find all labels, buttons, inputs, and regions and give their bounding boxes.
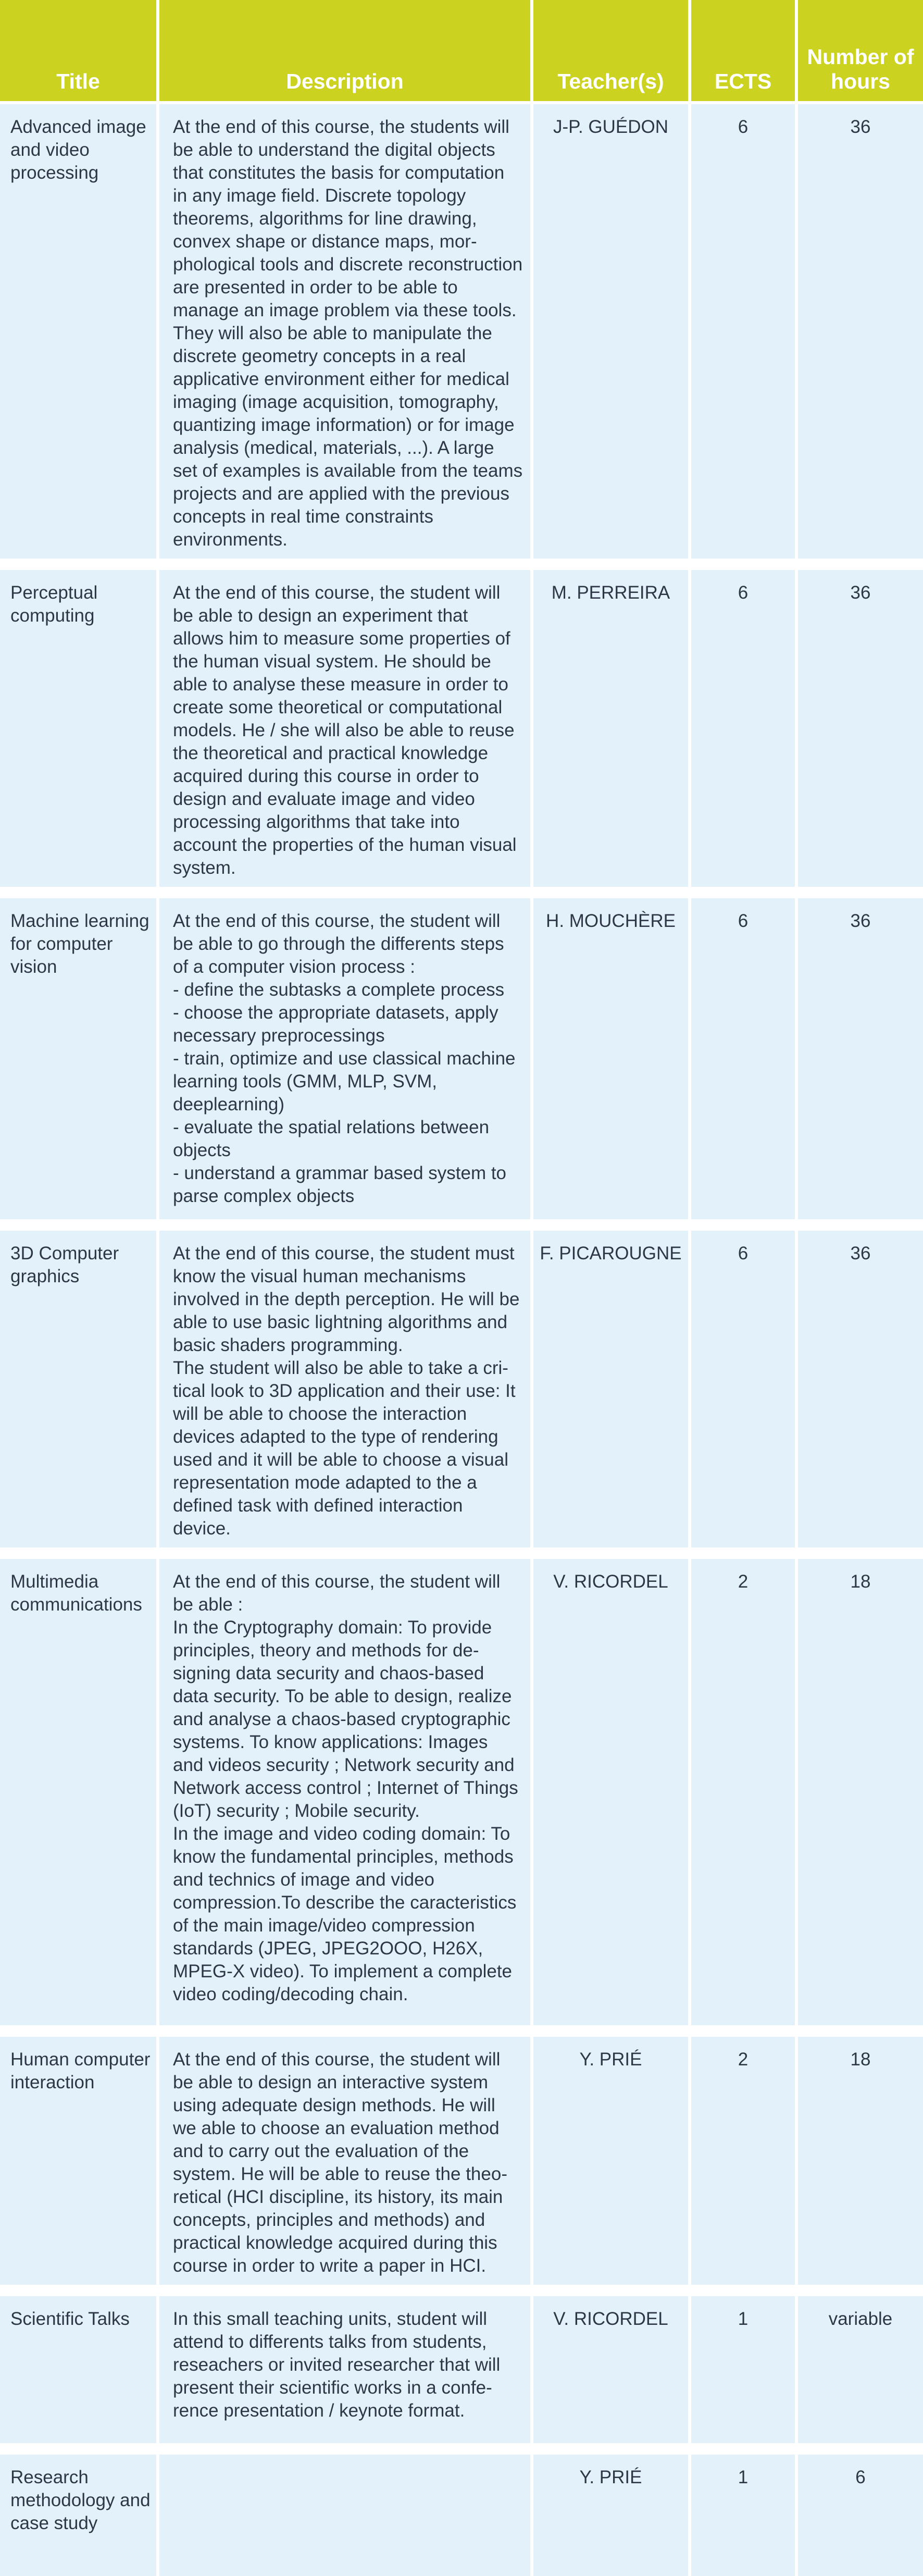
header-hours: Number of hours: [798, 0, 923, 101]
course-description: In this small teaching units, student will attend to differents talks from students, reseachers or invited researcher that will present their scientific works in a conference presentation / keynote format.: [159, 2285, 533, 2443]
course-hours: 18: [798, 1547, 923, 2025]
course-teacher: H. MOUCHÈRE: [533, 887, 691, 1219]
description-line: - define the subtasks a complete process: [173, 980, 505, 1000]
table-body: [0, 101, 923, 2576]
header-ects: ECTS: [691, 0, 798, 101]
course-description: [159, 887, 533, 1219]
course-teacher: Y. PRIÉ: [533, 2025, 691, 2285]
course-hours: 36: [798, 559, 923, 887]
course-description: At the end of this course, the student will be able to design an experiment that allows him to measure some properties of the human visual system. He should be able to analyse these measure in order to create some theoretical or computational models. He / she will also be able to reuse the theoretical and practical knowledge acquired during this course in order to design and evaluate image and video processing algorithms that take into account the properties of the human visual system.: [159, 559, 533, 887]
course-description: [159, 1219, 533, 1547]
description-line: - train, optimize and use classical machine learning tools (GMM, MLP, SVM, deeplearning): [173, 1048, 516, 1114]
description-line: At the end of this course, the student will be able :: [173, 1571, 501, 1615]
course-ects: 6: [691, 101, 798, 559]
course-teacher: Y. PRIÉ: [533, 2443, 691, 2576]
course-hours: variable: [798, 2285, 923, 2443]
description-line: - choose the appropriate datasets, apply necessary preprocessings: [173, 1002, 498, 1046]
course-title: Research methodology and case study: [0, 2443, 159, 2576]
table-row: [0, 2285, 923, 2443]
course-description: [159, 2443, 533, 2576]
course-ects: 2: [691, 2025, 798, 2285]
course-hours: 6: [798, 2443, 923, 2576]
header-description: Description: [159, 0, 533, 101]
course-title: Human computer interaction: [0, 2025, 159, 2285]
course-hours: 36: [798, 887, 923, 1219]
course-ects: 1: [691, 2443, 798, 2576]
header-title: Title: [0, 0, 159, 101]
description-line: In the Cryptography domain: To provide principles, theory and methods for designing data security and chaos-based data security. To be able to design, realize and analyse a chaos-based cryptographic systems. To know applications: Images and videos security ; Network security and Network access control ; Internet of Things (IoT) security ; Mobile security.: [173, 1617, 518, 1821]
course-teacher: F. PICAROUGNE: [533, 1219, 691, 1547]
table-row: [0, 2025, 923, 2285]
table-row: [0, 1219, 923, 1547]
description-line: In the image and video coding domain: To know the fundamental principles, methods and technics of image and video compression.To describe the caracteristics of the main image/video compression standards (JPEG, JPEG2OOO, H26X, MPEG-X video). To implement a complete video coding/decoding chain.: [173, 1824, 517, 2004]
table-row: [0, 101, 923, 559]
course-hours: 36: [798, 101, 923, 559]
table-row: [0, 887, 923, 1219]
table-header: [0, 0, 923, 101]
table-row: [0, 559, 923, 887]
course-ects: 2: [691, 1547, 798, 2025]
course-title: Perceptual computing: [0, 559, 159, 887]
description-line: - evaluate the spatial relations between objects: [173, 1117, 490, 1160]
course-title: Advanced image and video processing: [0, 101, 159, 559]
course-title: 3D Computer graphics: [0, 1219, 159, 1547]
course-teacher: V. RICORDEL: [533, 2285, 691, 2443]
course-title: Multimedia communications: [0, 1547, 159, 2025]
description-line: The student will also be able to take a critical look to 3D application and their use: It will be able to choose the interaction devices adapted to the type of rendering used and it will be able to choose a visual representation mode adapted to the a defined task with defined interaction device.: [173, 1358, 516, 1539]
description-line: At the end of this course, the student must know the visual human mechanisms involved in the depth perception. He will be able to use basic lightning algorithms and basic shaders programming.: [173, 1243, 520, 1355]
course-hours: 18: [798, 2025, 923, 2285]
table-row: [0, 2443, 923, 2576]
header-teachers: Teacher(s): [533, 0, 691, 101]
course-teacher: J-P. GUÉDON: [533, 101, 691, 559]
course-teacher: M. PERREIRA: [533, 559, 691, 887]
course-teacher: V. RICORDEL: [533, 1547, 691, 2025]
course-ects: 1: [691, 2285, 798, 2443]
course-ects: 6: [691, 559, 798, 887]
description-line: - understand a grammar based system to parse complex objects: [173, 1163, 507, 1206]
course-description: At the end of this course, the students will be able to understand the digital objects that constitutes the basis for computation in any image field. Discrete topology theorems, algorithms for line drawing, convex shape or distance maps, morphological tools and discrete reconstruction are presented in order to be able to manage an image problem via these tools. They will also be able to manipulate the discrete geometry concepts in a real applicative environment either for medical imaging (image acquisition, tomography, quantizing image information) or for image analysis (medical, materials, ...). A large set of examples is available from the teams projects and are applied with the previous concepts in real time constraints environments.: [159, 101, 533, 559]
course-ects: 6: [691, 1219, 798, 1547]
course-description: At the end of this course, the student will be able to design an interactive system using adequate design methods. He will we able to choose an evaluation method and to carry out the evaluation of the system. He will be able to reuse the theoretical (HCI discipline, its history, its main concepts, principles and methods) and practical knowledge acquired during this course in order to write a paper in HCI.: [159, 2025, 533, 2285]
table-row: [0, 1547, 923, 2025]
course-ects: 6: [691, 887, 798, 1219]
course-title: Machine learning for computer vision: [0, 887, 159, 1219]
description-line: At the end of this course, the student will be able to go through the differents steps of a computer vision process :: [173, 911, 504, 977]
course-hours: 36: [798, 1219, 923, 1547]
course-title: Scientific Talks: [0, 2285, 159, 2443]
course-description: [159, 1547, 533, 2025]
